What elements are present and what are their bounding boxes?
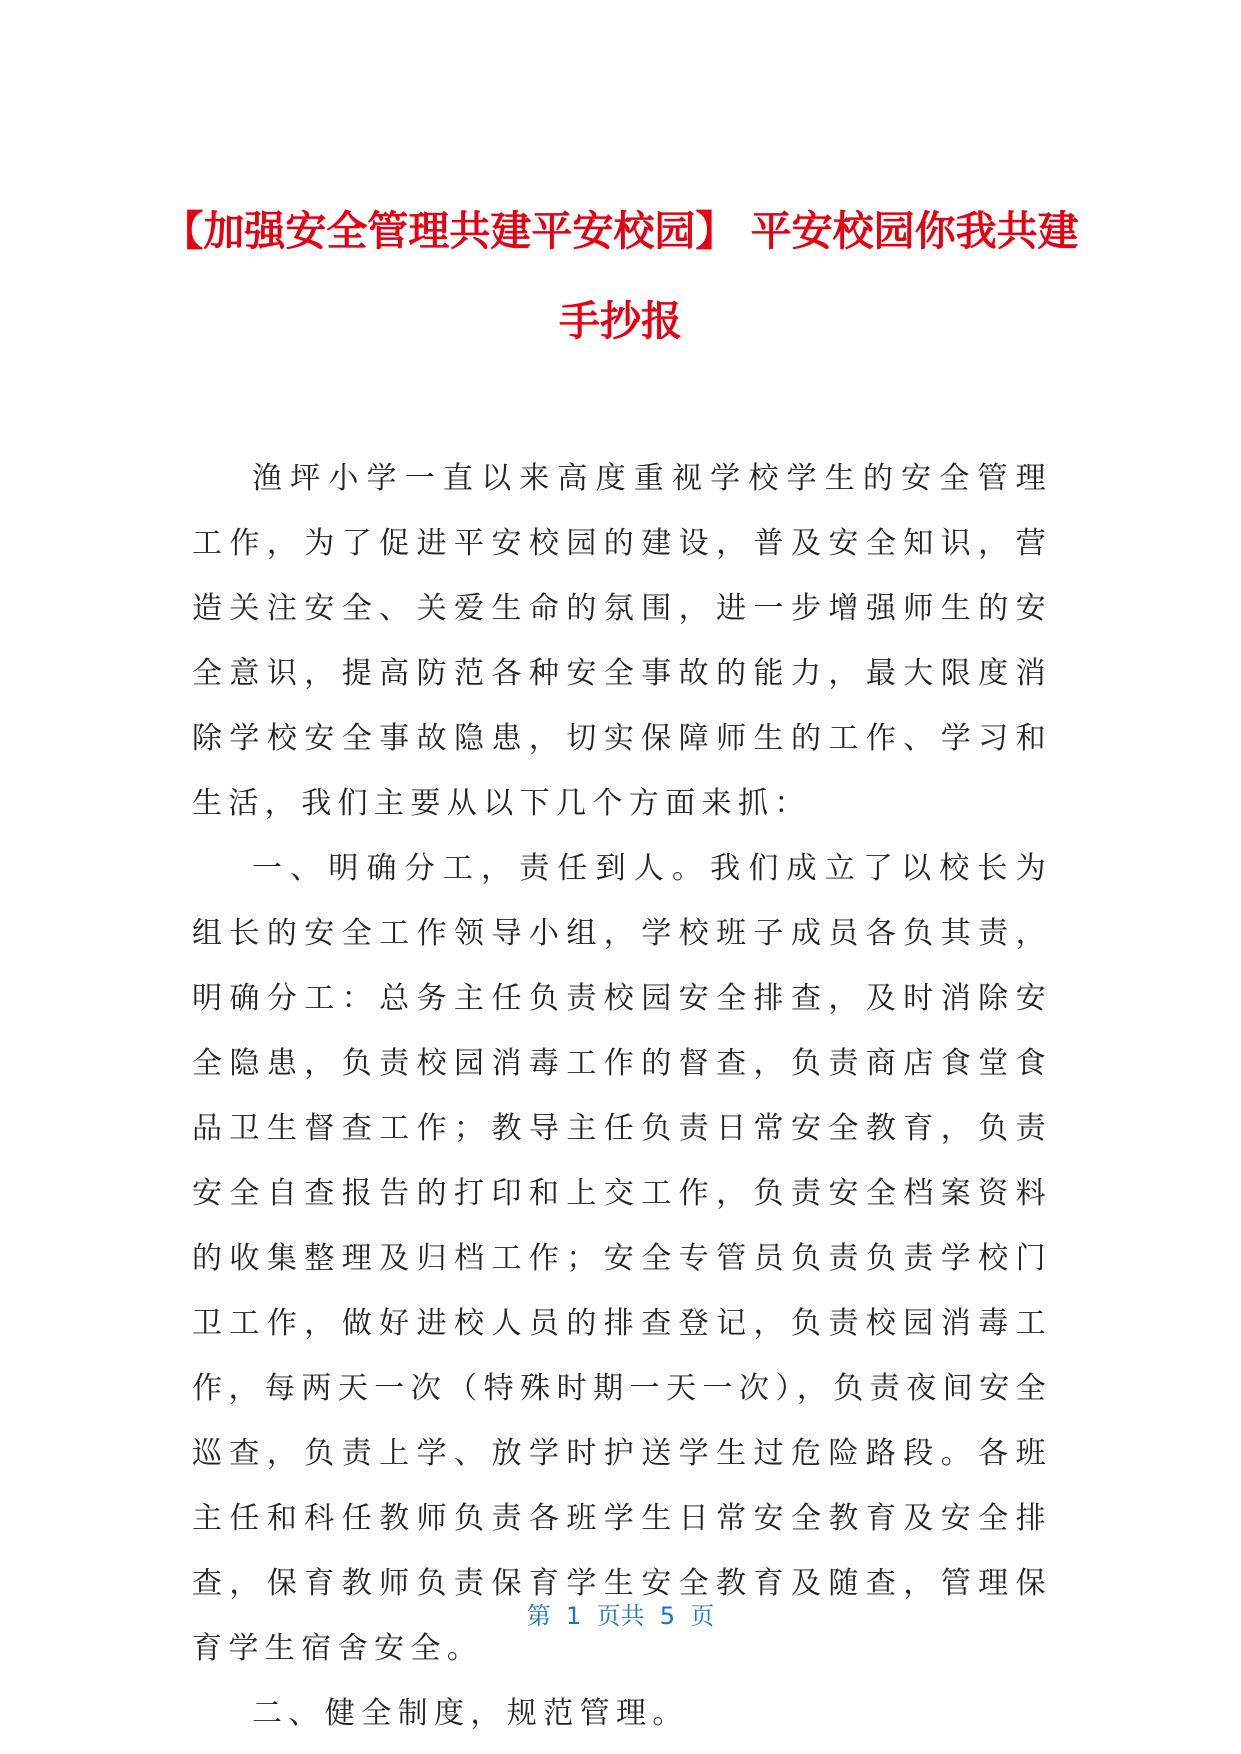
paragraph-intro: 渔坪小学一直以来高度重视学校学生的安全管理工作，为了促进平安校园的建设，普及安全知识，营造关注安全、关爱生命的氛围，进一步增强师生的安全意识，提高防范各种安全事故的能力，最大限度消除学校安全事故隐患，切实保障师生的工作、学习和生活，我们主要从以下几个方面来抓： — [192, 461, 1052, 821]
document-body — [192, 446, 1052, 1746]
document-title: 【加强安全管理共建平安校园】 平安校园你我共建手抄报 — [162, 207, 1079, 345]
paragraph-section-2: 二、健全制度，规范管理。 — [252, 1696, 689, 1731]
paragraph-section-1: 一、明确分工，责任到人。我们成立了以校长为组长的安全工作领导小组，学校班子成员各负其责，明确分工：总务主任负责校园安全排查，及时消除安全隐患，负责校园消毒工作的督查，负责商店食堂食品卫生督查工作；教导主任负责日常安全教育，负责安全自查报告的打印和上交工作，负责安全档案资料的收集整理及归档工作；安全专管员负责负责学校门卫工作，做好进校人员的排查登记，负责校园消毒工作，每两天一次（特殊时期一天一次），负责夜间安全巡查，负责上学、放学时护送学生过危险路段。各班主任和科任教师负责各班学生日常安全教育及安全排查，保育教师负责保育学生安全教育及随查，管理保育学生宿舍安全。 — [192, 851, 1052, 1666]
page-number-footer: 第 1 页共 5 页 — [526, 1602, 715, 1630]
